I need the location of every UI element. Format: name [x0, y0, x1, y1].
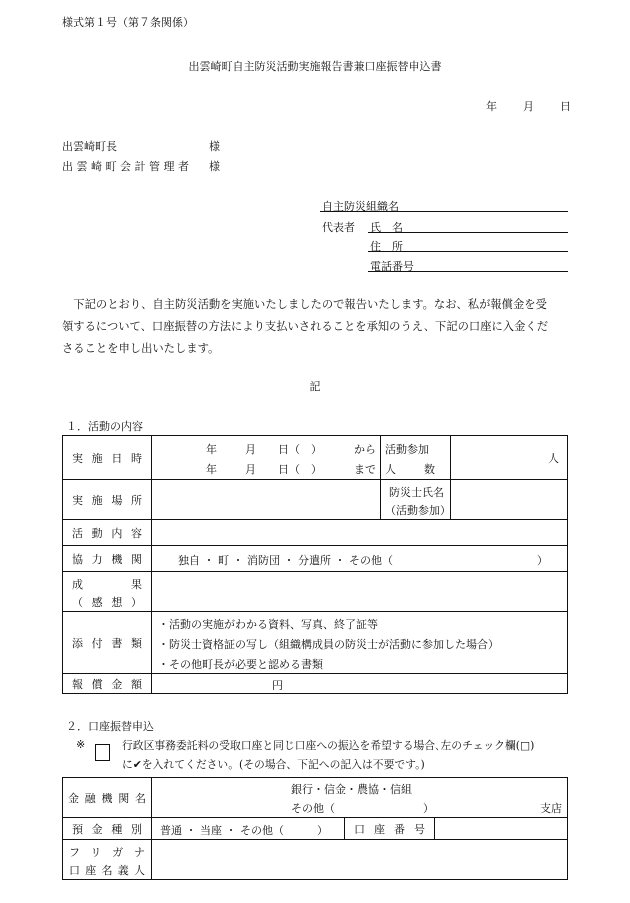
rep-name-label: 氏 名 — [370, 221, 403, 234]
deposit-types: 普通 ・ 当座 ・ その他（ ） — [160, 824, 328, 837]
result-label-2: （感想） — [72, 596, 142, 609]
date2-month: 月 — [245, 463, 256, 476]
attachment-item: ・その他町長が必要と認める書類 — [158, 658, 323, 671]
coop-label: 協力機関 — [63, 546, 152, 572]
statement-line-1: 下記のとおり、自主防災活動を実施いたしましたので報告いたします。なお、私が報償金を受 — [62, 298, 547, 311]
account-holder-field[interactable] — [152, 840, 568, 880]
date-year[interactable]: 年 — [486, 100, 497, 113]
org-name-label: 自主防災組織名 — [322, 200, 399, 213]
attachment-item: ・活動の実施がわかる資料、写真、終了証等 — [158, 618, 378, 631]
reward-label: 報償金額 — [63, 674, 152, 694]
form-number: 様式第１号（第７条関係） — [62, 16, 194, 29]
deposit-type-label: 預金種別 — [63, 818, 152, 840]
bank-field[interactable] — [152, 778, 568, 818]
furigana-label: フリガナ — [69, 846, 145, 859]
place-label: 実施場所 — [63, 480, 152, 520]
attachment-item: ・防災士資格証の写し（組織構成員の防災士が活動に参加した場合） — [158, 638, 499, 651]
same-account-checkbox[interactable] — [95, 744, 110, 761]
account-holder-label: 口座名義人 — [69, 864, 145, 877]
date1-month: 月 — [245, 443, 256, 456]
account-number-label: 口座番号 — [345, 818, 435, 840]
bank-other: その他（ ） — [291, 802, 434, 815]
attachments-label: 添付書類 — [63, 612, 152, 674]
result-label-1: 成果 — [72, 578, 142, 591]
deposit-type-field[interactable] — [152, 818, 345, 840]
coop-options: 独自 ・ 町 ・ 消防団 ・ 分遣所 ・ その他（ — [178, 554, 393, 567]
participants-field[interactable] — [451, 436, 568, 480]
date2-year: 年 — [206, 463, 217, 476]
participants-label-2: 人 数 — [385, 463, 437, 476]
document-title: 出雲崎町自主防災活動実施報告書兼口座振替申込書 — [188, 60, 442, 73]
bank-table — [62, 777, 568, 880]
date1-year: 年 — [206, 443, 217, 456]
activity-table — [62, 435, 568, 694]
statement-line-2: 領するについて、口座振替の方法により支払いされることを承知のうえ、下記の口座に入金くだ — [62, 320, 548, 333]
bousaishi-label-2: （活動参加） — [385, 504, 451, 517]
coop-close: ） — [537, 554, 548, 567]
addressee-accountant: 出 雲 崎 町 会 計 管 理 者 — [62, 160, 189, 173]
address-label: 住 所 — [370, 240, 403, 253]
rep-name-field[interactable] — [368, 232, 568, 233]
representative-label: 代表者 — [322, 221, 355, 234]
note-mark: ※ — [76, 738, 86, 751]
date-day[interactable]: 日 — [560, 100, 571, 113]
impl-date-cell[interactable] — [152, 436, 381, 480]
content-label: 活動内容 — [63, 520, 152, 546]
note-line-2: に✔を入れてください。(その場合、下記への記入は不要です。) — [122, 758, 425, 771]
content-field[interactable] — [152, 520, 568, 546]
date-month[interactable]: 月 — [523, 100, 534, 113]
phone-label: 電話番号 — [370, 260, 414, 273]
mayor-honorific: 様 — [209, 140, 220, 153]
date1-day: 日（ ） — [278, 443, 322, 456]
bousaishi-field[interactable] — [451, 480, 568, 520]
bank-types: 銀行・信金・農協・信組 — [291, 783, 412, 796]
participants-label-1: 活動参加 — [385, 443, 429, 456]
participants-label — [381, 436, 451, 480]
holder-label — [63, 840, 152, 880]
attachments-list — [152, 612, 568, 674]
place-field[interactable] — [152, 480, 381, 520]
bank-label: 金融機関名 — [63, 778, 152, 818]
org-name-field[interactable] — [320, 211, 568, 212]
statement-line-3: さることを申し出いたします。 — [62, 342, 220, 355]
result-field[interactable] — [152, 572, 568, 612]
participants-unit: 人 — [548, 451, 559, 465]
date2-to: まで — [354, 463, 376, 476]
reward-field[interactable] — [152, 674, 568, 694]
ki-heading: 記 — [309, 380, 321, 393]
bousaishi-label — [381, 480, 451, 520]
note-line-1: 行政区事務委託料の受取口座と同じ口座への振込を希望する場合､左のチェック欄(□) — [122, 739, 535, 752]
result-label — [63, 572, 152, 612]
section1-heading: １．活動の内容 — [66, 420, 143, 433]
addressee-mayor: 出雲崎町長 — [62, 140, 117, 153]
reward-unit: 円 — [272, 679, 283, 692]
account-number-field[interactable] — [435, 818, 568, 840]
date1-from: から — [354, 443, 376, 456]
branch-label: 支店 — [540, 802, 563, 815]
impl-date-label: 実施日時 — [63, 436, 152, 480]
section2-heading: ２．口座振替申込 — [66, 720, 154, 733]
bousaishi-label-1: 防災士氏名 — [389, 486, 444, 499]
date2-day: 日（ ） — [278, 463, 322, 476]
phone-field[interactable] — [368, 271, 568, 272]
address-field[interactable] — [368, 251, 568, 252]
accountant-honorific: 様 — [209, 160, 220, 173]
coop-field[interactable] — [152, 546, 568, 572]
